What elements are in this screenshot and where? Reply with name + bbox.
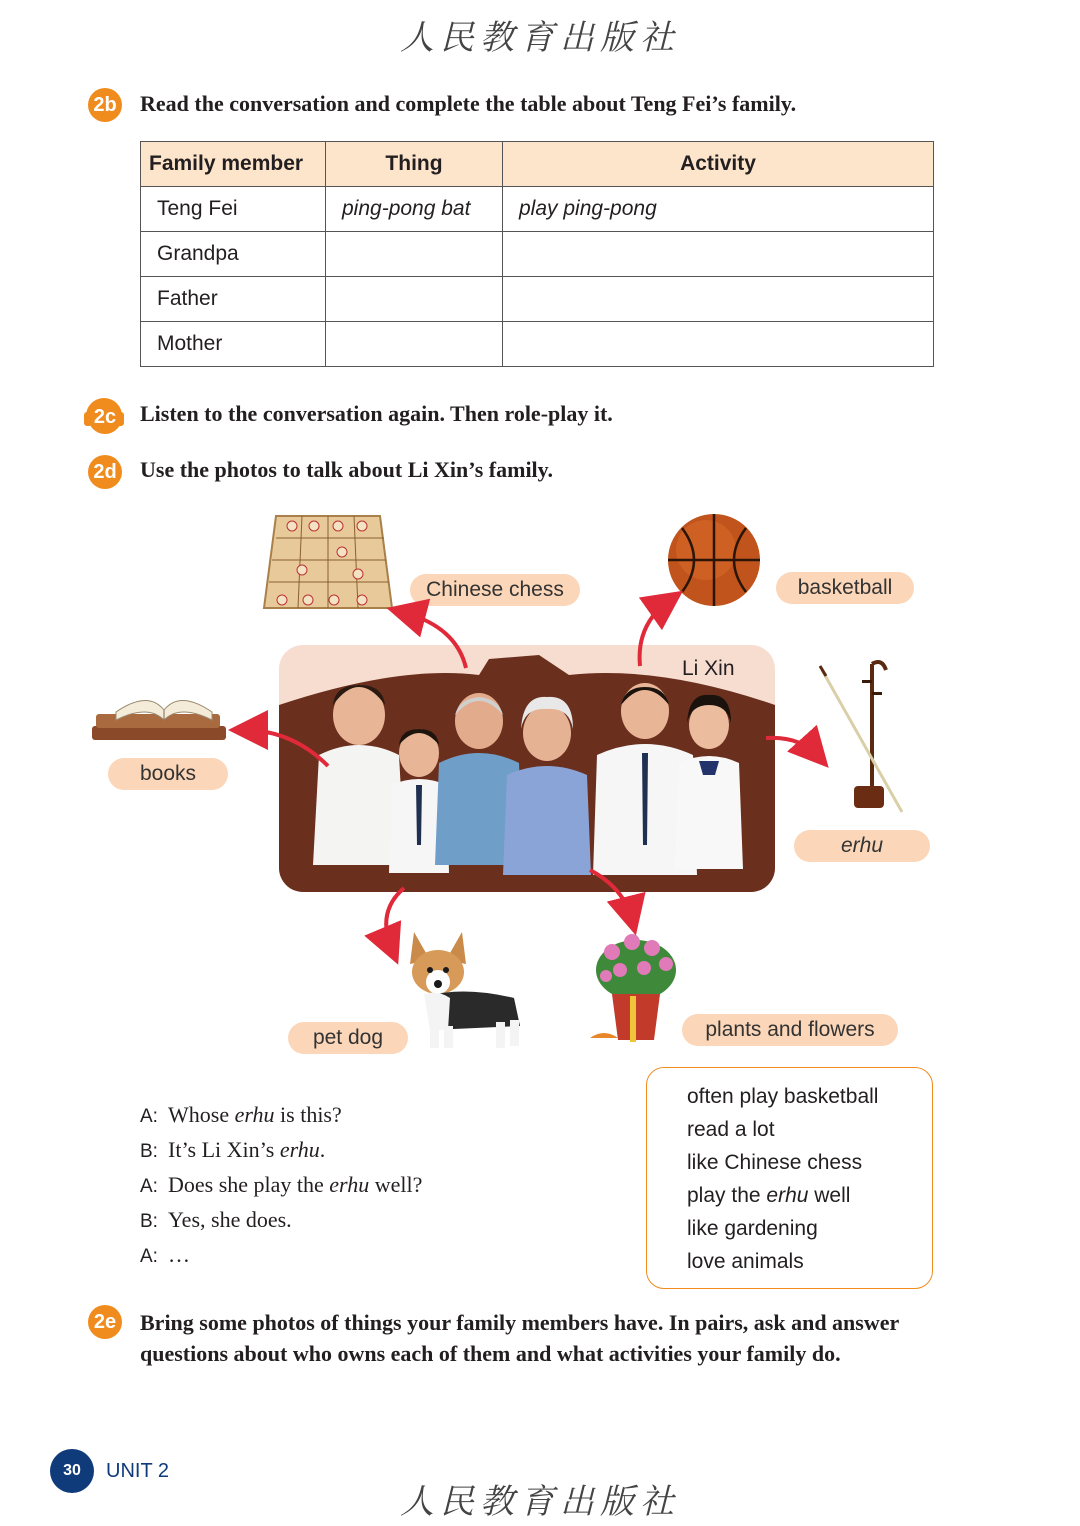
arrow-to-plants bbox=[590, 870, 632, 920]
instruction-2c: Listen to the conversation again. Then role-play it. bbox=[140, 401, 613, 426]
phrase-box bbox=[646, 1067, 933, 1289]
phrase-item: play the erhu well bbox=[687, 1184, 851, 1207]
table-cell: Grandpa bbox=[141, 232, 326, 277]
label-chinese-chess: Chinese chess bbox=[410, 574, 580, 606]
section-badge-2c: 2c bbox=[88, 400, 122, 434]
label-plants-and-flowers: plants and flowers bbox=[682, 1014, 898, 1046]
instruction-2d: Use the photos to talk about Li Xin’s family. bbox=[140, 457, 553, 482]
dialog-line: B: Yes, she does. bbox=[140, 1207, 292, 1232]
unit-label: UNIT 2 bbox=[106, 1460, 169, 1482]
dialog-line: A: Does she play the erhu well? bbox=[140, 1172, 423, 1197]
instruction-2b: Read the conversation and complete the table about Teng Fei’s family. bbox=[140, 91, 797, 116]
page-number: 30 bbox=[50, 1449, 94, 1493]
dialog bbox=[140, 1098, 620, 1273]
dialog-line: B: It’s Li Xin’s erhu. bbox=[140, 1137, 326, 1162]
section-badge-2b: 2b bbox=[88, 88, 122, 122]
dialog-line: A: … bbox=[140, 1242, 190, 1267]
label-books: books bbox=[108, 758, 228, 790]
table-cell: ping-pong bat bbox=[326, 187, 503, 232]
table-cell: Teng Fei bbox=[141, 187, 326, 232]
phrase-item: like Chinese chess bbox=[687, 1151, 863, 1174]
section-badge-2d: 2d bbox=[88, 455, 122, 489]
table-cell: play ping-pong bbox=[503, 187, 934, 232]
table-header: Family member bbox=[141, 142, 326, 187]
phrase-item: love animals bbox=[687, 1250, 804, 1273]
label-li-xin: Li Xin bbox=[682, 657, 735, 680]
publisher-mark-top: 人民教育出版社 bbox=[400, 18, 680, 58]
phrase-item: often play basketball bbox=[687, 1085, 879, 1108]
table-cell: Mother bbox=[141, 322, 326, 367]
instruction-2e: Bring some photos of things your family members have. In pairs, ask and answer questions about who owns each of them and what activities your family do. bbox=[140, 1310, 899, 1366]
label-pet-dog: pet dog bbox=[288, 1022, 408, 1054]
arrow-to-chess bbox=[402, 612, 466, 668]
label-erhu: erhu bbox=[794, 830, 930, 862]
arrow-to-books bbox=[244, 730, 328, 766]
arrow-to-dog bbox=[386, 888, 404, 950]
phrase-item: like gardening bbox=[687, 1217, 818, 1240]
phrase-item: read a lot bbox=[687, 1118, 775, 1141]
dialog-line: A: Whose erhu is this? bbox=[140, 1102, 342, 1127]
arrow-to-erhu bbox=[766, 738, 818, 756]
section-badge-2e: 2e bbox=[88, 1305, 122, 1339]
table-header: Thing bbox=[326, 142, 503, 187]
label-basketball: basketball bbox=[776, 572, 914, 604]
table-header: Activity bbox=[503, 142, 934, 187]
arrow-to-basketball bbox=[640, 600, 670, 666]
table-cell: Father bbox=[141, 277, 326, 322]
publisher-mark-bottom: 人民教育出版社 bbox=[400, 1482, 680, 1522]
